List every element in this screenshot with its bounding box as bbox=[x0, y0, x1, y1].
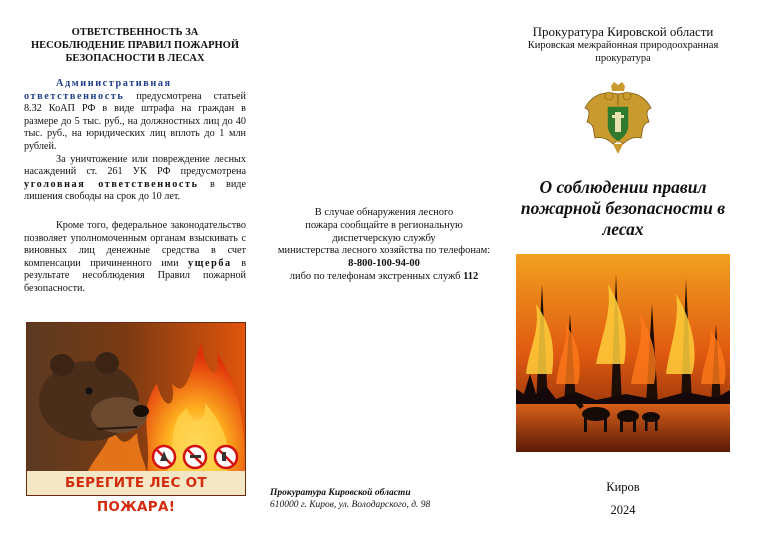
publication-year: 2024 bbox=[610, 503, 636, 517]
cover-panel bbox=[510, 0, 736, 536]
contact-line-4: министерства лесного хозяйства по телефонам: bbox=[277, 245, 491, 257]
criminal-text-end: в виде лишения свободы на срок до 10 лет. bbox=[24, 178, 246, 203]
bear-fire-illustration bbox=[27, 323, 245, 495]
criminal-paragraph bbox=[24, 154, 246, 204]
criminal-term: уголовная ответственность bbox=[24, 178, 199, 190]
prosecutor-office-title: Прокуратура Кировской области bbox=[532, 24, 714, 39]
footer-address bbox=[270, 487, 430, 511]
administrative-text: предусмотрена статьей 8.32 КоАП РФ в виде штрафа на граждан в размере до 5 тыс. руб., на должностных лиц до 40 тыс. руб., на юридических лиц вплоть до 1 млн рублей. bbox=[24, 90, 246, 152]
emergency-number: 112 bbox=[463, 270, 479, 282]
brochure-title: О соблюдении правил пожарной безопасности в лесах bbox=[520, 177, 726, 239]
contact-line-3: диспетчерскую службу bbox=[332, 232, 436, 244]
hotline-phone: 8-800-100-94-00 bbox=[348, 258, 420, 270]
damages-text-start: Кроме того, федеральное законодательство позволяет уполномоченным органам взыскивать с виновных лиц денежные средства в счет компенсации причиненного ими bbox=[24, 219, 246, 269]
contact-line-1: В случае обнаружения лесного bbox=[314, 207, 454, 218]
city-name: Киров bbox=[606, 480, 640, 494]
damages-text-end: в результате несоблюдения Правил пожарной безопасности. bbox=[24, 257, 246, 294]
forest-fire-illustration bbox=[516, 254, 730, 452]
contact-line-2: пожара сообщайте в региональную bbox=[305, 219, 463, 231]
administrative-term: Административная ответственность bbox=[24, 78, 172, 102]
contact-line-5 bbox=[266, 271, 502, 284]
emergency-contact-block bbox=[266, 207, 502, 284]
fire-prevention-poster bbox=[26, 322, 246, 515]
poster-banner: БЕРЕГИТЕ ЛЕС ОТ ПОЖАРА! bbox=[27, 471, 245, 495]
damages-paragraph bbox=[24, 220, 246, 296]
administrative-paragraph bbox=[24, 78, 246, 154]
emergency-text: либо по телефонам экстренных служб bbox=[289, 270, 464, 282]
footer-org: Прокуратура Кировской области bbox=[270, 488, 411, 498]
responsibility-heading: ОТВЕТСТВЕННОСТЬ ЗА НЕСОБЛЮДЕНИЕ ПРАВИЛ ПОЖАРНОЙ БЕЗОПАСНОСТИ В ЛЕСАХ bbox=[30, 27, 240, 64]
prosecutor-emblem-icon bbox=[583, 80, 653, 156]
criminal-text-start: За уничтожение или повреждение лесных насаждений ст. 261 УК РФ предусмотрена bbox=[24, 153, 246, 178]
footer-street: 610000 г. Киров, ул. Володарского, д. 98 bbox=[270, 500, 431, 510]
forest-fire-image bbox=[516, 254, 730, 452]
prosecutor-office-subtitle: Кировская межрайонная природоохранная прокуратура bbox=[527, 40, 719, 64]
damages-term: ущерба bbox=[188, 257, 232, 269]
